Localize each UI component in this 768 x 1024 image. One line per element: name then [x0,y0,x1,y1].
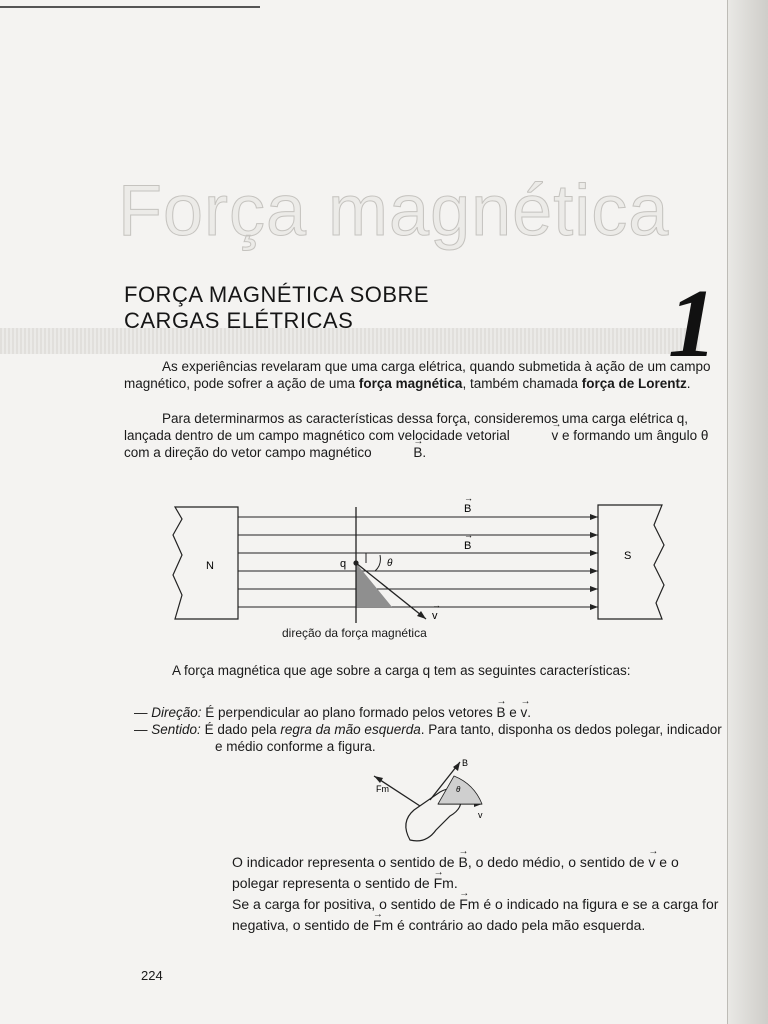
velocity-label-arrow: → [432,600,441,610]
intro-text: . [422,445,427,460]
conclusion-text: , o dedo médio, o sentido de [467,854,649,870]
list-dash: — [134,705,148,720]
field-label-middle: B [464,540,472,552]
section-heading-line2: CARGAS ELÉTRICAS [124,308,354,333]
conclusion-text: O indicador representa o sentido de [232,854,459,870]
intro-text: , também chamada [462,376,582,391]
intro-text: e formando um ângulo θ com a direção do vetor campo magnético [124,428,709,460]
intro-paragraph-2 [124,410,714,461]
conclusion-text: . [453,875,458,891]
hand-velocity-label: v [478,810,483,820]
chapter-title: Força magnética [118,171,670,251]
velocity-label: v [432,610,438,622]
conclusion-paragraph [232,852,722,936]
sense-text: . Para tanto, disponha os dedos polegar, indicador e médio conforme a figura. [215,722,722,754]
intro-text: Para determinarmos as características dessa força, consideremos uma carga elétrica q, lançada dentro de um campo magnético com velocidade vetorial [124,411,688,443]
south-pole-magnet [598,505,664,619]
hand-field-label: B [462,758,469,768]
sense-item [134,721,724,755]
charge-dot [353,560,358,565]
direction-label: Direção: [151,705,202,720]
direction-item [134,704,724,721]
section-heading [124,282,429,334]
diagram-caption: direção da força magnética [282,626,427,640]
angle-label: θ [387,558,393,569]
section-heading-line1: FORÇA MAGNÉTICA SOBRE [124,282,430,307]
direction-text: e [505,705,521,720]
direction-text: É perpendicular ao plano formado pelos vetores [201,705,497,720]
sense-text: É dado pela [200,722,281,737]
vector-b: → B [375,444,422,461]
page-edge [727,0,768,1024]
intro-paragraph-1 [124,358,714,392]
field-label-top-arrow: → [464,495,473,503]
vector-fm: → Fm [459,894,479,915]
field-label-middle-arrow: → [464,530,473,540]
page-number: 224 [141,968,163,983]
conclusion-text: Se a carga for positiva, o sentido de [232,896,460,912]
hand-angle-label: θ [456,785,461,794]
angle-arc [375,555,380,571]
term-lorentz-force: força de Lorentz [581,376,687,391]
intro-text: . [686,376,691,391]
sense-label: Sentido: [151,722,201,737]
direction-text: . [527,705,532,720]
force-arrowhead [374,776,383,783]
north-label: N [206,560,214,572]
left-hand-rule-term: regra da mão esquerda [280,722,421,737]
hand-force-label: Fm [376,784,389,794]
vector-fm: → Fm [373,915,393,936]
intro-text: As experiências revelaram que uma carga elétrica, quando submetida à ação de um campo magnético, pode sofrer a ação de uma [124,359,711,391]
magnetic-field-diagram [170,495,680,645]
charge-label: q [340,558,347,570]
list-dash: — [134,722,148,737]
vector-v: → v [648,852,655,873]
field-label-top: B [464,503,472,515]
field-lines [238,517,598,607]
term-magnetic-force: força magnética [358,376,463,391]
vector-b: → B [458,852,467,873]
vector-v: → v [521,704,528,721]
velocity-plane-shading [356,563,392,607]
left-hand-rule-figure [370,752,500,852]
conclusion-text: e o polegar representa o sentido de [232,854,679,891]
chapter-number: 1 [668,270,717,378]
characteristics-intro: A força magnética que age sobre a carga q tem as seguintes características: [172,663,631,678]
field-arrowheads [590,514,598,610]
south-label: S [624,550,632,562]
conclusion-text: é contrário ao dado pela mão esquerda. [393,917,646,933]
vector-b: → B [496,704,505,721]
vector-fm: → Fm [434,873,454,894]
top-rule [0,6,260,8]
vector-v: → v [513,427,558,444]
conclusion-text: é o indicado na figura e se a carga for negativa, o sentido de [232,896,719,933]
